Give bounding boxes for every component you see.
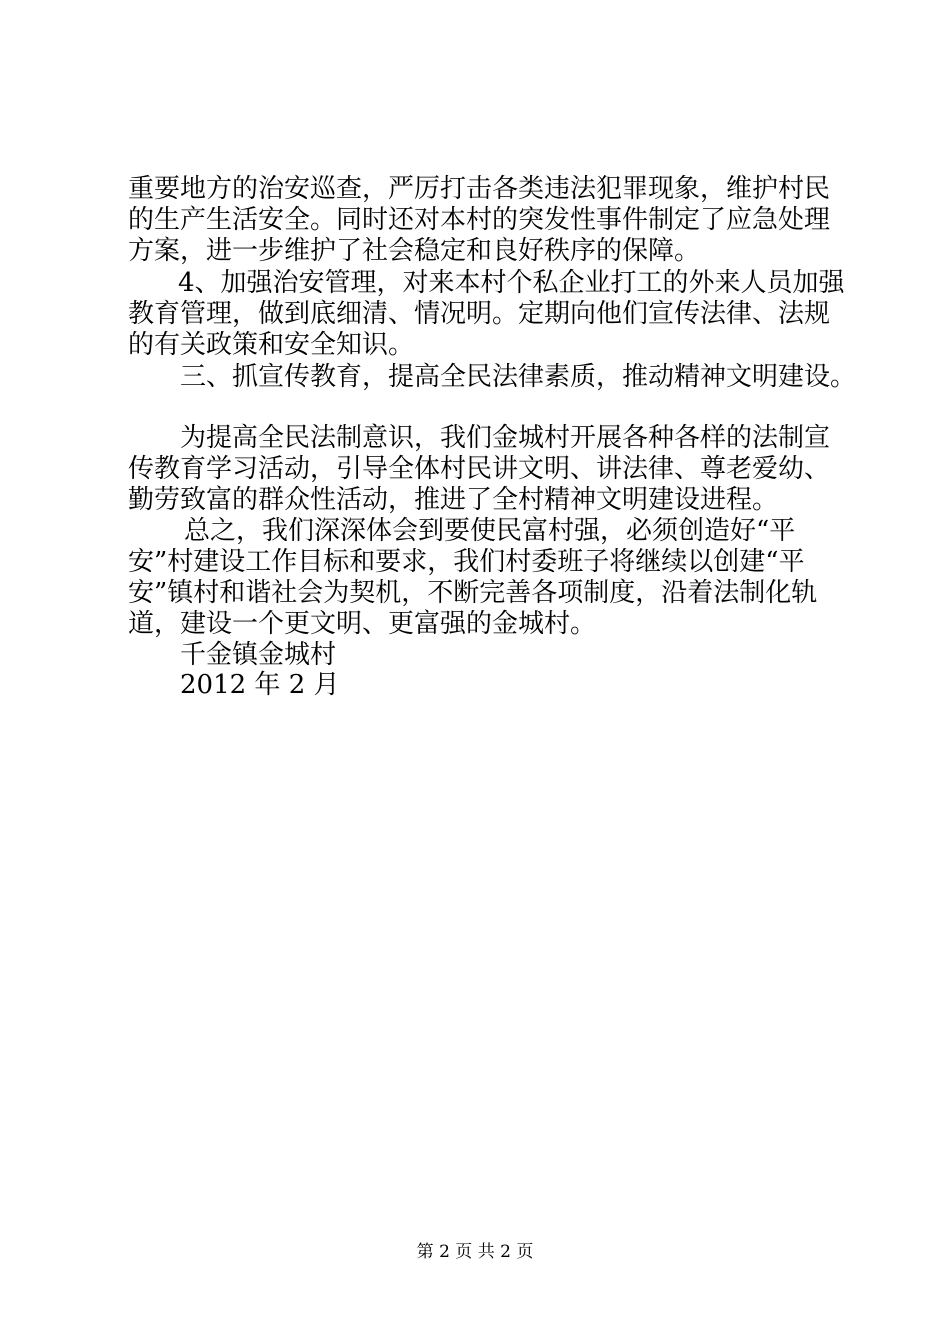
text-line: 方案，进一步维护了社会稳定和良好秩序的保障。 bbox=[128, 236, 701, 266]
signature-org: 千金镇金城村 bbox=[180, 640, 337, 670]
text-line: 总之，我们深深体会到要使民富村强，必须创造好“平 bbox=[184, 516, 796, 546]
signature-date: 2012 年 2 月 bbox=[180, 670, 340, 700]
text-line: 安”村建设工作目标和要求，我们村委班子将继续以创建“平 bbox=[128, 547, 805, 577]
text-line: 为提高全民法制意识，我们金城村开展各种各样的法制宣 bbox=[180, 423, 831, 453]
text-line: 传教育学习活动，引导全体村民讲文明、讲法律、尊老爱幼、 bbox=[128, 454, 831, 484]
text-line: 的有关政策和安全知识。 bbox=[128, 330, 415, 360]
text-line: 教育管理，做到底细清、情况明。定期向他们宣传法律、法规 bbox=[128, 299, 831, 329]
page-number-footer: 第 2 页 共 2 页 bbox=[416, 1242, 534, 1262]
text-line: 的生产生活安全。同时还对本村的突发性事件制定了应急处理 bbox=[128, 205, 831, 235]
text-line: 道，建设一个更文明、更富强的金城村。 bbox=[128, 609, 597, 639]
section-heading: 三、抓宣传教育，提高全民法律素质，推动精神文明建设。 bbox=[180, 362, 857, 392]
text-line: 勤劳致富的群众性活动，推进了全村精神文明建设进程。 bbox=[128, 485, 779, 515]
text-line: 安”镇村和谐社会为契机，不断完善各项制度，沿着法制化轨 bbox=[128, 578, 818, 608]
text-line: 重要地方的治安巡查，严厉打击各类违法犯罪现象，维护村民 bbox=[128, 174, 831, 204]
text-line: 4、加强治安管理，对来本村个私企业打工的外来人员加强 bbox=[178, 268, 845, 298]
